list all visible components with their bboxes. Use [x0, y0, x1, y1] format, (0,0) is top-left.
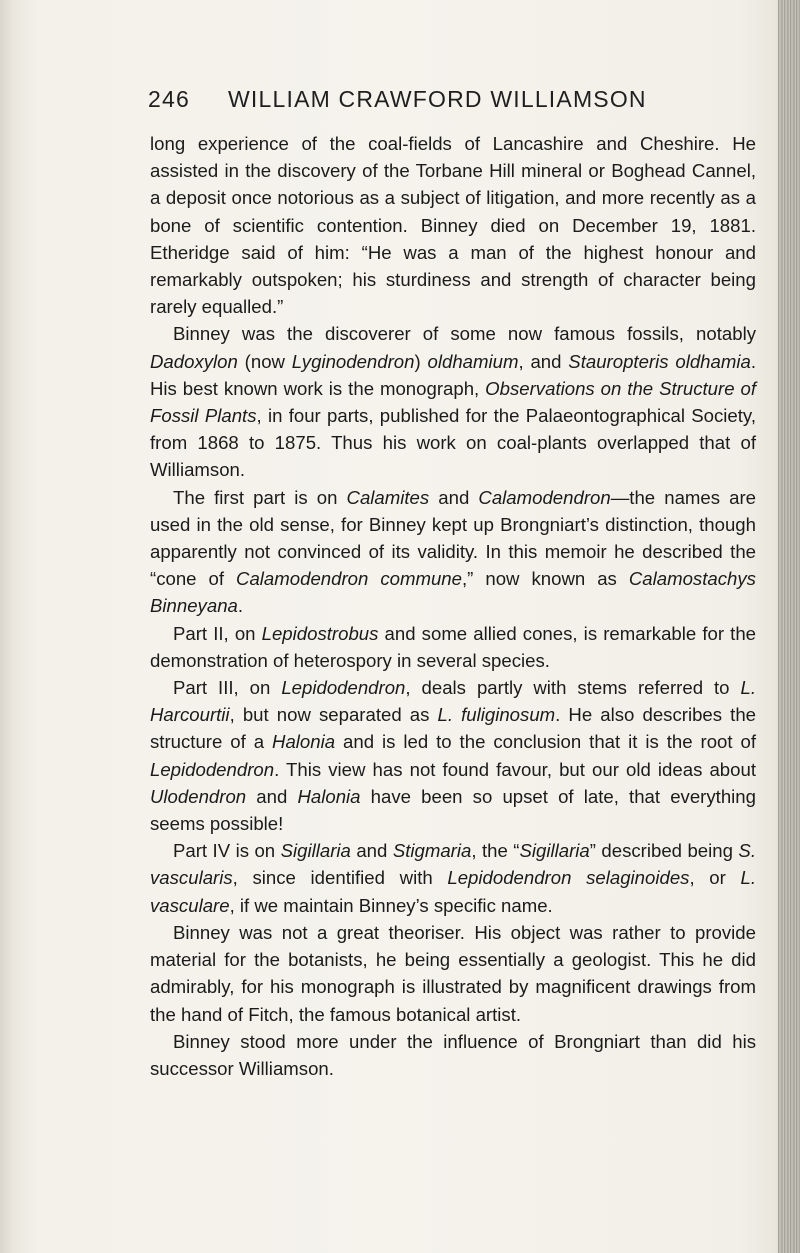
text-run: long experience of the coal-fields of Lancashire and Cheshire. He assisted in the discovery of the Torbane Hill mineral or Boghead Cannel, a deposit once notorious as a subject of litigation, and more recently as a bone of scientific contention. Binney died on December 19, 1881. Etheridge said of him: “He was a man of the highest honour and remarkably outspoken; his sturdiness and strength of character being rarely equalled.” — [150, 133, 756, 318]
italic-term: Lyginodendron — [291, 350, 415, 372]
italic-term: Calamites — [346, 486, 430, 508]
italic-term: Calamodendron commune — [236, 568, 462, 590]
italic-term: Ulodendron — [150, 785, 247, 807]
italic-term: Observations on the Structure of Fossil Plants — [150, 377, 756, 427]
text-run: Binney was not a great theoriser. His object was rather to provide material for the botanists, he being essentially a geologist. This he did admirably, for his monograph is illustrated by magnificent drawings from the hand of Fitch, the famous botanical artist. — [150, 921, 756, 1025]
italic-term: Lepidodendron — [150, 758, 275, 780]
text-run: and — [350, 840, 393, 862]
text-run: , but now separated as — [229, 704, 438, 726]
italic-term: L. fuliginosum — [437, 704, 556, 726]
paragraph — [150, 837, 756, 919]
text-run: ” described being — [589, 840, 739, 862]
text-run: Binney was the discoverer of some now famous fossils, notably — [173, 323, 756, 345]
paragraph — [150, 1028, 756, 1082]
text-run: , in four parts, published for the Palaeontographical Society, from 1868 to 1875. Thus his work on coal-plants overlapped that of Williamson. — [150, 405, 756, 481]
text-run: . This view has not found favour, but our old ideas about — [274, 758, 756, 780]
text-run: Binney stood more under the influence of Brongniart than did his successor Williamson. — [150, 1030, 756, 1079]
text-run: have been so upset of late, that everything seems possible! — [150, 785, 756, 835]
paragraph — [150, 130, 756, 320]
paragraph — [150, 674, 756, 837]
text-run: , deals partly with stems referred to — [405, 677, 741, 699]
italic-term: Lepidodendron selaginoides — [447, 867, 690, 889]
text-run: and — [429, 486, 479, 508]
italic-term: Calamodendron — [478, 486, 611, 508]
paragraph — [150, 919, 756, 1028]
italic-term: Sigillaria — [519, 840, 590, 862]
italic-term: Halonia — [272, 731, 336, 753]
text-run: and — [246, 785, 298, 807]
text-run: Part IV is on — [173, 840, 281, 862]
paragraph — [150, 620, 756, 674]
text-run: —the names are used in the old sense, for Binney kept up Brongniart’s distinction, though apparently not convinced of its validity. In this memoir he described the “cone of — [150, 486, 756, 590]
running-title: WILLIAM CRAWFORD WILLIAMSON — [228, 86, 647, 112]
text-run: , the “ — [471, 840, 520, 862]
italic-term: Dadoxylon — [150, 350, 238, 372]
italic-term: Halonia — [297, 785, 361, 807]
text-run: ,” now known as — [461, 568, 629, 590]
italic-term: Stigmaria — [392, 840, 472, 862]
text-run: . He also describes the structure of a — [150, 704, 756, 753]
italic-term: Sigillaria — [280, 840, 351, 862]
running-header — [148, 86, 748, 113]
page-number: 246 — [148, 86, 190, 112]
text-run: and some allied cones, is remarkable for the demonstration of heterospory in several species. — [150, 622, 757, 671]
text-run: , if we maintain Binney’s specific name. — [229, 894, 553, 916]
italic-term: L. vasculare — [150, 867, 756, 916]
italic-term: Calamostachys Binneyana — [150, 568, 756, 617]
text-run: Part II, on — [173, 622, 262, 644]
text-run: , or — [689, 867, 741, 889]
italic-term: L. Harcourtii — [150, 677, 756, 726]
page-gutter-shadow — [0, 0, 14, 1253]
italic-term: oldhamium — [427, 350, 519, 372]
text-run: , since identified with — [232, 867, 448, 889]
text-run: The first part is on — [173, 486, 347, 508]
paragraph — [150, 484, 756, 620]
text-run: Part III, on — [173, 677, 282, 699]
text-run: (now — [237, 350, 292, 372]
text-run: , and — [518, 350, 569, 372]
text-run: . — [237, 595, 244, 617]
page-edge-stack — [778, 0, 800, 1253]
italic-term: Lepidodendron — [281, 677, 406, 699]
body-text — [150, 130, 756, 1082]
text-run: and is led to the conclusion that it is the root of — [335, 731, 756, 753]
italic-term: S. vascularis — [150, 840, 756, 889]
paragraph — [150, 320, 756, 483]
italic-term: Lepidostrobus — [261, 622, 379, 644]
text-run: . His best known work is the monograph, — [150, 350, 756, 399]
text-run: ) — [414, 350, 428, 372]
italic-term: Stauropteris oldhamia — [568, 350, 751, 372]
